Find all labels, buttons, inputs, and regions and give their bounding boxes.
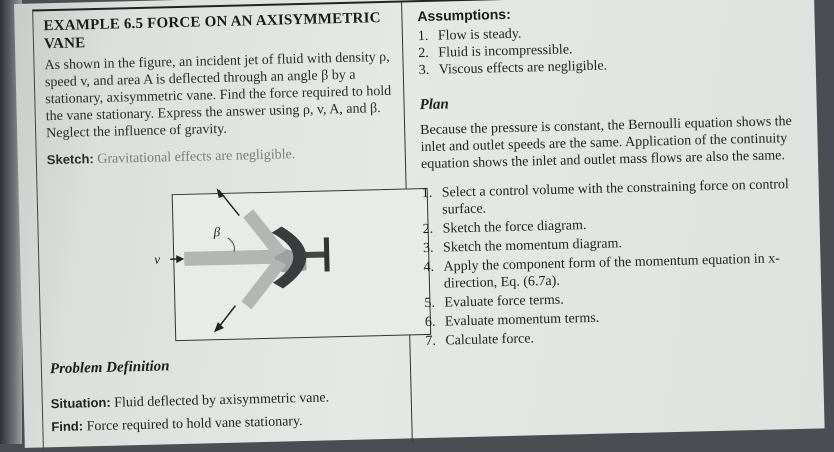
inflow-arrowhead <box>176 255 184 263</box>
example-title <box>43 9 394 54</box>
step-text: Sketch the force diagram. <box>442 217 586 238</box>
situation-label: Situation: <box>51 395 111 411</box>
assumptions-heading: Assumptions: <box>417 0 797 24</box>
step-number: 3. <box>423 240 443 257</box>
step-number: 6. <box>425 314 445 331</box>
step-text: Calculate force. <box>445 330 534 349</box>
textbook-page <box>14 0 825 448</box>
step-text: Evaluate momentum terms. <box>445 310 600 331</box>
vane-support-rod <box>304 251 326 258</box>
sketch-text: Gravitational effects are negligible. <box>97 147 295 167</box>
example-title-line1: EXAMPLE 6.5 FORCE ON AN AXISYMMETRIC <box>43 9 393 36</box>
item-number: 1. <box>418 28 438 45</box>
item-number: 2. <box>418 45 438 62</box>
plan-steps-list <box>422 176 806 350</box>
problem-definition-heading: Problem Definition <box>50 358 170 378</box>
find-label: Find: <box>51 418 83 434</box>
problem-statement: As shown in the figure, an incident jet of fluid with density ρ, speed v, and area A is deflected through an angle β by a stationary, axisymmetric vane. Find the force required to hold the vane stationary. Express the answer using ρ, v, A, and β. Neglect the influence of gravity. <box>44 49 396 143</box>
vane-figure <box>172 188 432 341</box>
example-box <box>32 0 834 451</box>
example-title-line2: VANE <box>44 27 394 54</box>
step-number: 7. <box>425 333 445 350</box>
plan-intro: Because the pressure is constant, the Bernoulli equation shows the inlet and outlet speeds are the same. Application of the continuity equation shows the inlet and outlet mass flows are also the same. <box>420 113 801 173</box>
item-text: Viscous effects are negligible. <box>439 58 608 79</box>
step-number: 1. <box>422 185 443 219</box>
plan-heading: Plan <box>419 88 799 114</box>
beta-label: β <box>212 224 220 239</box>
step-text: Apply the component form of the momentum equation in x-direction, Eq. (6.7a). <box>443 250 804 293</box>
lower-arrowhead <box>214 322 224 332</box>
item-number: 3. <box>419 62 439 79</box>
find-text: Force required to hold vane stationary. <box>86 414 302 434</box>
incident-jet <box>184 250 274 266</box>
step-number: 5. <box>424 295 444 312</box>
assumptions-list <box>418 19 799 79</box>
beta-arc <box>228 238 235 252</box>
step-text: Evaluate force terms. <box>444 292 564 312</box>
step-number: 4. <box>423 259 444 293</box>
vane-diagram <box>173 189 430 340</box>
situation-line <box>51 389 330 413</box>
sketch-label: Sketch: <box>47 151 94 167</box>
right-column <box>417 0 805 352</box>
step-text: Sketch the momentum diagram. <box>443 235 622 256</box>
item-text: Fluid is incompressible. <box>438 41 573 61</box>
sketch-note <box>47 144 397 170</box>
left-column <box>43 9 397 170</box>
vane-support-wall <box>324 237 330 271</box>
situation-text: Fluid deflected by axisymmetric vane. <box>114 390 329 410</box>
item-text: Flow is steady. <box>438 26 522 45</box>
find-line <box>51 413 303 436</box>
step-text: Select a control volume with the constraining force on control surface. <box>442 176 803 219</box>
step-number: 2. <box>422 221 442 238</box>
velocity-label: v <box>154 252 160 267</box>
